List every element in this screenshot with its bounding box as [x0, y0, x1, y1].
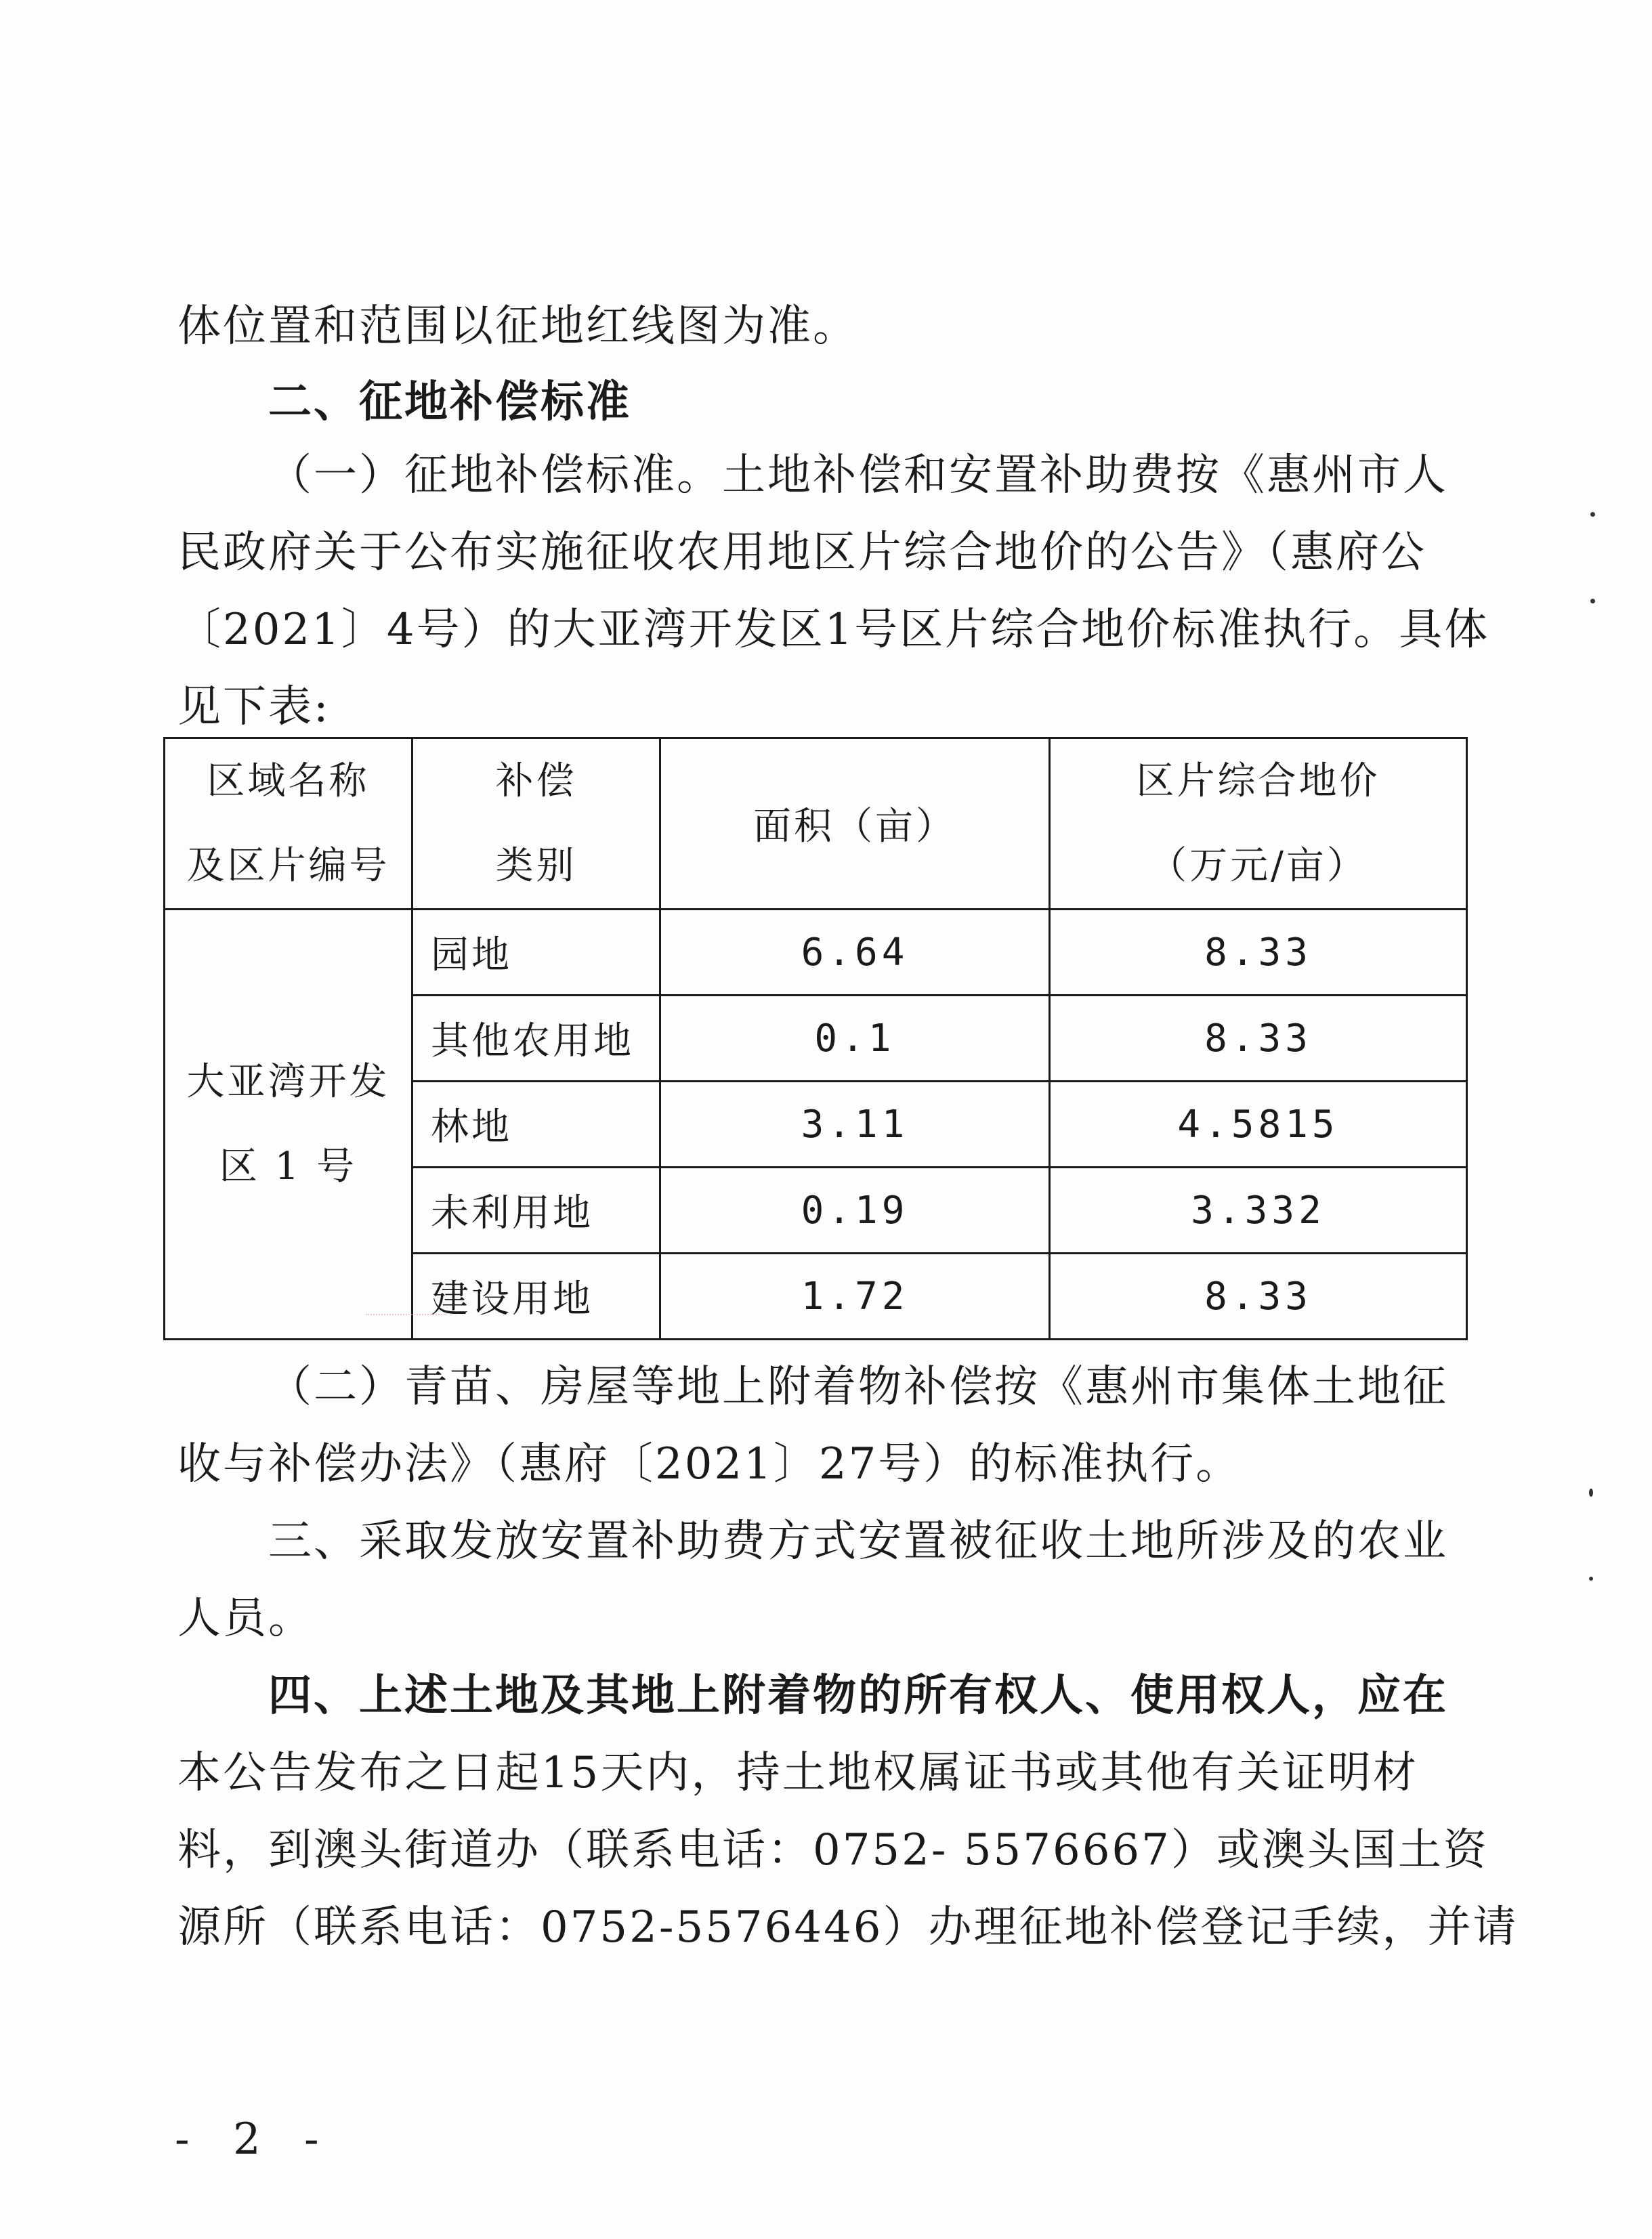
area-cell: 0.19: [660, 1168, 1050, 1254]
paragraph-line: 体位置和范围以征地红线图为准。: [177, 301, 858, 351]
header-price-line1: 区片综合地价: [1136, 759, 1380, 803]
header-price: [1050, 738, 1467, 910]
table-header-row: [165, 738, 1467, 910]
region-line1: 大亚湾开发: [186, 1060, 390, 1104]
area-cell: 6.64: [660, 910, 1050, 996]
price-cell: 3.332: [1050, 1168, 1467, 1254]
paragraph-line: 四、上述土地及其地上附着物的所有权人、使用权人，应在: [268, 1671, 1448, 1721]
scan-speck: [1589, 1489, 1593, 1497]
scan-speck: [1590, 599, 1595, 603]
header-region: [165, 738, 412, 910]
price-cell: 8.33: [1050, 996, 1467, 1082]
type-cell: 园地: [412, 910, 660, 996]
type-cell: 建设用地: [412, 1254, 660, 1340]
area-cell: 3.11: [660, 1082, 1050, 1168]
paragraph-line: 收与补偿办法》（惠府〔2021〕27号）的标准执行。: [177, 1439, 1242, 1489]
paragraph-line: 民政府关于公布实施征收农用地区片综合地价的公告》（惠府公: [177, 528, 1426, 578]
paragraph-line: 见下表:: [177, 682, 331, 732]
compensation-table: [163, 737, 1468, 1340]
header-type-line1: 补偿: [495, 759, 577, 803]
area-cell: 0.1: [660, 996, 1050, 1082]
area-cell: 1.72: [660, 1254, 1050, 1340]
header-price-line2: （万元/亩）: [1149, 844, 1368, 888]
faint-stamp-mark: [366, 1314, 447, 1356]
price-cell: 4.5815: [1050, 1082, 1467, 1168]
paragraph-line: （二）青苗、房屋等地上附着物补偿按《惠州市集体土地征: [268, 1362, 1448, 1412]
type-cell: 未利用地: [412, 1168, 660, 1254]
header-type-line2: 类别: [495, 844, 577, 888]
type-cell: 其他农用地: [412, 996, 660, 1082]
region-cell: [165, 910, 412, 1340]
paragraph-line: 料，到澳头街道办（联系电话：0752- 5576667）或澳头国土资: [177, 1825, 1489, 1875]
price-cell: 8.33: [1050, 910, 1467, 996]
paragraph-line: 本公告发布之日起15天内，持土地权属证书或其他有关证明材: [177, 1748, 1418, 1798]
price-cell: 8.33: [1050, 1254, 1467, 1340]
paragraph-line: （一）征地补偿标准。土地补偿和安置补助费按《惠州市人: [268, 450, 1448, 500]
region-line2: 区 1 号: [219, 1145, 358, 1189]
scan-speck: [1590, 512, 1595, 517]
page-number: - 2 -: [175, 2114, 334, 2165]
paragraph-line: 三、采取发放安置补助费方式安置被征收土地所涉及的农业: [268, 1516, 1448, 1566]
header-region-line1: 区域名称: [207, 759, 370, 803]
section-heading-2: 二、征地补偿标准: [268, 377, 631, 427]
header-area: 面积（亩）: [660, 738, 1050, 910]
paragraph-line: 人员。: [177, 1594, 314, 1644]
table-row: [165, 910, 1467, 996]
paragraph-line: 〔2021〕4号）的大亚湾开发区1号区片综合地价标准执行。具体: [177, 605, 1490, 655]
type-cell: 林地: [412, 1082, 660, 1168]
header-region-line2: 及区片编号: [186, 844, 390, 888]
header-type: [412, 738, 660, 910]
paragraph-line: 源所（联系电话：0752-5576446）办理征地补偿登记手续，并请: [177, 1902, 1519, 1953]
scan-speck: [1589, 1577, 1593, 1581]
